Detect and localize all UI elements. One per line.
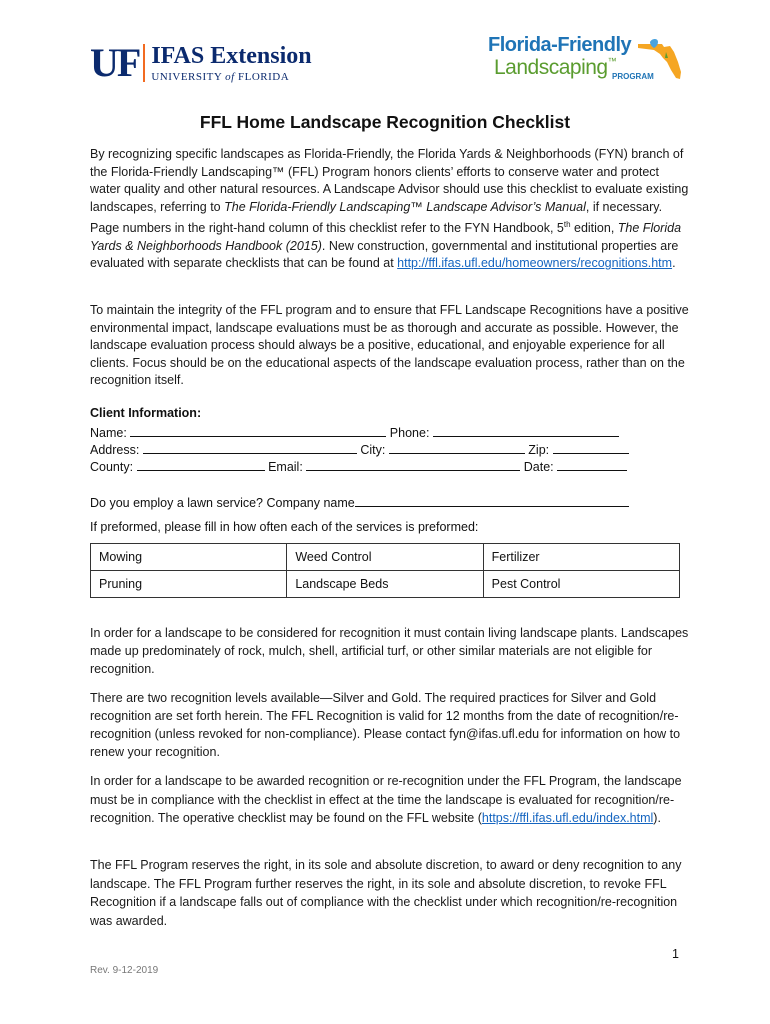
logo-divider [143,44,145,82]
table-row [91,571,680,598]
address-field[interactable] [143,441,357,454]
client-info-heading: Client Information: [90,406,202,420]
client-row-name: Name: Phone: [90,424,619,440]
recognitions-link[interactable]: http://ffl.ifas.ufl.edu/homeowners/recognitions.htm [397,256,673,271]
ffl-program-logo [486,34,686,86]
zip-field[interactable] [553,441,629,454]
ffl-logo-line1: Florida-Friendly [488,34,632,56]
county-field[interactable] [137,458,265,471]
ffl-website-link[interactable]: https://ffl.ifas.ufl.edu/index.html [481,811,654,825]
date-field[interactable] [557,458,627,471]
reserves-right-paragraph: The FFL Program reserves the right, in its sole and absolute discretion, to award or deny recognition to any landscape. The FFL Program further reserves the right, in its sole and absolute discretion, to revoke FFL Recognition if a landscape falls out of compliance with the checklist under which recognition/re-recognition was awarded. [90,858,682,928]
uf-ifas-logo [90,42,312,84]
client-row-address: Address: City: Zip: [90,441,629,457]
intro-paragraph: By recognizing specific landscapes as Florida-Friendly, the Florida Yards & Neighborhoods (FYN) branch of the Florida-Friendly Landscaping™ (FFL) Program honors clients’ efforts to conserve water and protect water quality and other natural resources. A Landscape Advisor should use this checklist to evaluate existing landscapes, referring to The Florida-Friendly Landscaping™ Landscape Advisor’s Manual, if necessary. Page numbers in the right-hand column of this checklist refer to the FYN Handbook, 5th edition, The Florida Yards & Neighborhoods Handbook (2015). New construction, governmental and institutional properties are evaluated with separate checklists that can be found at http://ffl.ifas.ufl.edu/homeowners/recognitions.htm. [90,147,689,271]
service-cell-pruning[interactable]: Pruning [91,571,287,598]
service-cell-pest-control[interactable]: Pest Control [483,571,679,598]
ffl-logo-program: PROGRAM [612,72,654,81]
service-cell-weed-control[interactable]: Weed Control [287,544,483,571]
services-prompt: If preformed, please fill in how often each of the services is preformed: [90,520,479,534]
service-cell-landscape-beds[interactable]: Landscape Beds [287,571,483,598]
integrity-paragraph: To maintain the integrity of the FFL program and to ensure that FFL Landscape Recognitions have a positive environmental impact, landscape evaluations must be as thorough and accurate as possible. However, the landscape evaluation process should always be a positive, educational, and enjoyable experience for all clients. Focus should be on the educational aspects of the landscape evaluation process, rather than on the recognition itself. [90,303,689,387]
service-cell-fertilizer[interactable]: Fertilizer [483,544,679,571]
revision-date: Rev. 9-12-2019 [90,965,159,976]
florida-state-icon [636,38,684,82]
ifas-extension-text: IFAS Extension [151,42,312,69]
compliance-paragraph: In order for a landscape to be awarded recognition or re-recognition under the FFL Program, the landscape must be in compliance with the checklist in effect at the time the landscape is evaluated for recognition/re-recognition. The operative checklist may be found on the FFL website (https://ffl.ifas.ufl.edu/index.html). [90,774,682,825]
university-text: UNIVERSITY of FLORIDA [151,70,290,83]
name-field[interactable] [130,424,386,437]
email-field[interactable] [306,458,520,471]
service-cell-mowing[interactable]: Mowing [91,544,287,571]
ffl-logo-line2: Landscaping™ [494,56,617,79]
client-row-county: County: Email: Date: [90,458,627,474]
lawn-service-question: Do you employ a lawn service? Company name [90,494,629,510]
city-field[interactable] [389,441,525,454]
page-number: 1 [672,947,679,961]
page-title: FFL Home Landscape Recognition Checklist [199,112,571,132]
living-plants-paragraph: In order for a landscape to be considered for recognition it must contain living landscape plants. Landscapes made up predominately of rock, mulch, shell, artificial turf, or other similar materials are not eligible for recognition. [90,626,689,676]
services-table [90,543,680,598]
recognition-levels-paragraph: There are two recognition levels available—Silver and Gold. The required practices for Silver and Gold recognition are set forth herein. The FFL Recognition is valid for 12 months from the date of recognition/re-recognition (unless revoked for non-compliance). Please contact fyn@ifas.ufl.edu for information on how to renew your recognition. [90,691,681,759]
company-name-field[interactable] [355,494,629,507]
table-row [91,544,680,571]
phone-field[interactable] [433,424,619,437]
uf-mark: UF [90,40,140,85]
